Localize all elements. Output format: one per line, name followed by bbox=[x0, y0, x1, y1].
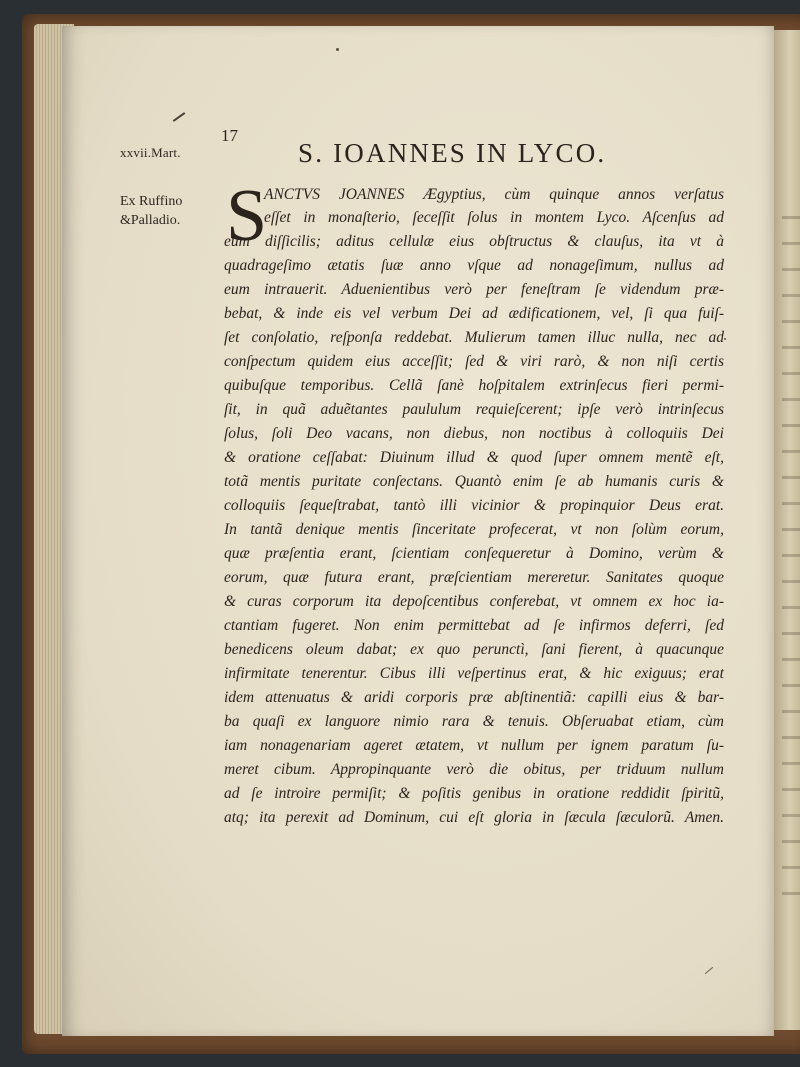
text-line: quadrageſimo ætatis ſuæ anno vſque ad nonageſimum, nullus ad bbox=[224, 257, 724, 274]
text-line: iam nonagenariam ageret ætatem, vt nullum per ignem paratum ſu- bbox=[224, 737, 724, 754]
text-line: meret cibum. Appropinquante verò die obitus, per triduum nullum bbox=[224, 761, 724, 778]
text-line: ctantiam fugeret. Non enim permittebat ad ſe infirmos deferri, ſed bbox=[224, 617, 724, 634]
text-line: ba quaſi ex languore nimio rara & tenuis. Obſeruabat etiam, cùm bbox=[224, 713, 724, 730]
text-line: & oratione ceſſabat: Diuinum illud & quod ſuper omnem mentẽ eſt, bbox=[224, 449, 724, 466]
facing-page-text-shadow bbox=[782, 200, 800, 900]
drop-cap: S bbox=[226, 175, 268, 257]
margin-note-line: &Palladio. bbox=[120, 213, 181, 228]
text-line: quæ præſentia erant, ſcientiam conſequeretur à Domino, verùm & bbox=[224, 545, 724, 562]
page-number: 17 bbox=[221, 126, 238, 145]
text-line: ad ſe introire permiſit; & poſitis genibus in oratione reddidit ſpiritũ, bbox=[224, 785, 724, 802]
text-line: eorum, quæ futura erant, præſcientiam mereretur. Sanitates quoque bbox=[224, 569, 724, 586]
text-line: quibuſque temporibus. Cellã ſanè hoſpitalem extrinſecus fieri permi- bbox=[224, 377, 724, 394]
text-line: eum diſſicilis; aditus cellulæ eius obſtructus & clauſus, ita vt à bbox=[224, 233, 724, 250]
text-line: atq; ita perexit ad Dominum, cui eſt gloria in ſæcula ſæculorũ. Amen. bbox=[224, 809, 724, 826]
text-line: ANCTVS JOANNES Ægyptius, cùm quinque annos verſatus bbox=[264, 186, 724, 203]
text-line: eſſet in monaſterio, ſeceſſit ſolus in montem Lyco. Aſcenſus ad bbox=[264, 209, 724, 226]
text-line: ſet conſolatio, reſponſa reddebat. Mulierum tamen illuc nulla, nec ad bbox=[224, 329, 724, 346]
text-line: benedicens oleum dabat; ex quo perunctì, ſani fierent, à quacunque bbox=[224, 641, 724, 658]
date-note: xxvii.Mart. bbox=[120, 145, 181, 160]
text-line: idem attenuatus & aridi corporis præ abſtinentiã: capilli eius & bar- bbox=[224, 689, 724, 706]
margin-note-line: Ex Ruffino bbox=[120, 194, 183, 209]
text-line: eum intrauerit. Aduenientibus verò per feneſtram ſe videndum præ- bbox=[224, 281, 724, 298]
text-line: ſolus, ſoli Deo vacans, non diebus, non noctibus à colloquiis Dei bbox=[224, 425, 724, 442]
text-line: totã mentis puritate conſectans. Quantò enim ſe ab humanis curis & bbox=[224, 473, 724, 490]
text-line: conſpectum quidem eius acceſſit; ſed & viri rarò, & non niſi certis bbox=[224, 353, 724, 370]
page-title: S. IOANNES IN LYCO. bbox=[298, 138, 607, 168]
text-line: In tantã denique mentis ſinceritate profecerat, vt non ſolùm eorum, bbox=[224, 521, 724, 538]
text-line: & curas corporum ita depoſcentibus conferebat, vt omnem ex hoc ia- bbox=[224, 593, 724, 610]
text-line: infirmitate tenerentur. Cibus illi veſpertinus erat, & hic exiguus; erat bbox=[224, 665, 724, 682]
text-line: bebat, & inde eis vel verbum Dei ad ædificationem, vel, ſi qua fuiſ- bbox=[224, 305, 724, 322]
text-line: colloquiis ſequeſtrabat, tantò illi vicinior & propinquior Deus erat. bbox=[224, 497, 724, 514]
text-line: ſit, in quã aduẽtantes paululum requieſcerent; ipſe verò intrinſecus bbox=[224, 401, 724, 418]
margin-note bbox=[120, 192, 182, 230]
paper-fleck bbox=[336, 48, 339, 51]
paper-fleck bbox=[724, 338, 726, 340]
